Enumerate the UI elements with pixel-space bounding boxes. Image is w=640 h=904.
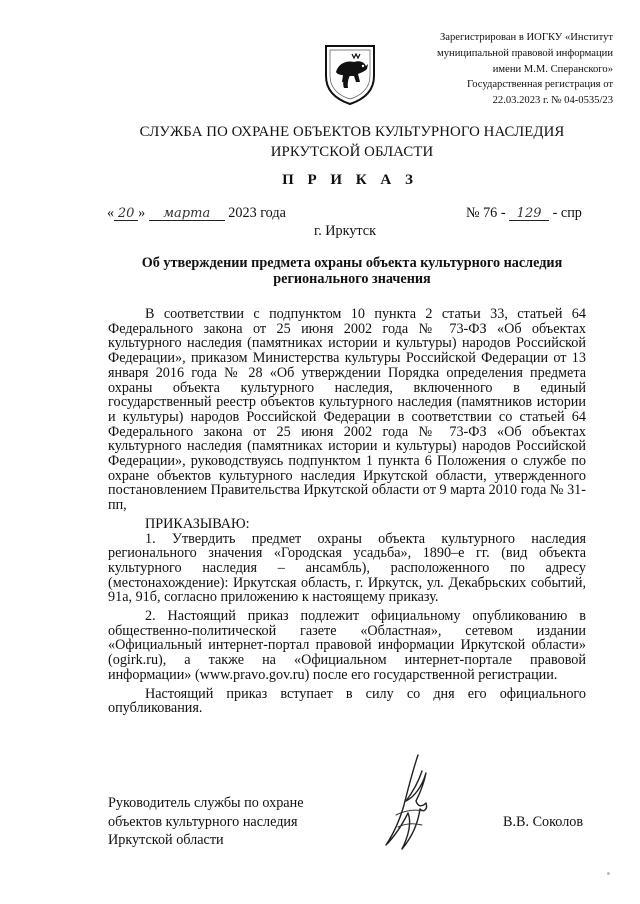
subject-line: регионального значения [273, 271, 431, 287]
effective-paragraph: Настоящий приказ вступает в силу со дня его официального опубликования. [108, 685, 586, 717]
registration-line: Государственная регистрация от [467, 79, 613, 91]
scan-speck [607, 872, 610, 875]
document-type: П Р И К А З [282, 172, 418, 188]
date-quote-close: » [138, 205, 146, 221]
order-body [108, 307, 586, 716]
date-month-handwritten: марта [149, 207, 225, 221]
order-date [107, 205, 286, 222]
order-item-1: 1. Утвердить предмет охраны объекта культурного наследия регионального значения «Городская усадьба», 1890–е гг. (вид объекта культурного наследия – ансамбль), расположенного по адресу (местонахождение): Иркутская область, г. Иркутск, ул. Декабрьских событий, 91а, 91б, согласно приложению к настоящему приказу. [108, 530, 586, 606]
handwritten-signature [368, 753, 452, 853]
signatory-name: В.В. Соколов [503, 814, 584, 830]
city: г. Иркутск [314, 223, 376, 239]
signatory-position [108, 794, 304, 850]
order-subject [0, 255, 640, 287]
date-quote-open: « [107, 205, 115, 221]
order-item-2: 2. Настоящий приказ подлежит официальному опубликованию в общественно-политической газете «Областная», сетевом издании «Официальный интернет-портал правовой информации Иркутской области» (ogirk.ru), а также на «Официальном интернет-портале правовой информации» (www.pravo.gov.ru) после его государственной регистрации. [108, 608, 586, 683]
agency-name [0, 122, 640, 162]
position-line: Руководитель службы по охране [108, 795, 304, 811]
registration-stamp [383, 30, 613, 109]
order-number [466, 205, 582, 222]
number-prefix: № 76 - [466, 205, 506, 221]
agency-line: СЛУЖБА ПО ОХРАНЕ ОБЪЕКТОВ КУЛЬТУРНОГО НАСЛЕДИЯ [139, 124, 565, 140]
registration-line: имени М.М. Сперанского» [492, 63, 613, 75]
subject-line: Об утверждении предмета охраны объекта культурного наследия [141, 255, 563, 271]
position-line: Иркутской области [108, 832, 224, 849]
registration-line: муниципальной правовой информации [437, 47, 613, 59]
order-word: ПРИКАЗЫВАЮ: [145, 515, 250, 532]
date-year: 2023 года [228, 205, 286, 221]
date-day-handwritten: 20 [114, 207, 138, 221]
position-line: объектов культурного наследия [108, 813, 298, 830]
number-suffix: - спр [552, 205, 582, 221]
agency-line: ИРКУТСКОЙ ОБЛАСТИ [270, 144, 434, 160]
coat-of-arms-icon [322, 42, 378, 106]
preamble-paragraph: В соответствии с подпунктом 10 пункта 2 статьи 33, статьей 64 Федерального закона от 25 июня 2002 года № 73-ФЗ «Об объектах культурного наследия (памятниках истории и культуры) народов Российской Федерации», приказом Министерства культуры Российской Федерации от 13 января 2016 года № 28 «Об утверждении Порядка определения предмета охраны объекта культурного наследия, включенного в единый государственный реестр объектов культурного наследия (памятников истории и культуры) народов Российской Федерации в соответствии со статьей 64 Федерального закона от 25 июня 2002 года № 73-ФЗ «Об объектах культурного наследия (памятниках истории и культуры) народов Российской Федерации», руководствуясь подпунктом 1 пункта 6 Положения о службе по охране объектов культурного наследия Иркутской области, утвержденного постановлением Правительства Иркутской области от 9 марта 2010 года № 31-пп, [108, 306, 586, 514]
number-handwritten: 129 [509, 207, 549, 221]
registration-line: 22.03.2023 г. № 04-0535/23 [492, 95, 613, 107]
registration-line: Зарегистрирован в ИОГКУ «Институт [439, 32, 613, 43]
